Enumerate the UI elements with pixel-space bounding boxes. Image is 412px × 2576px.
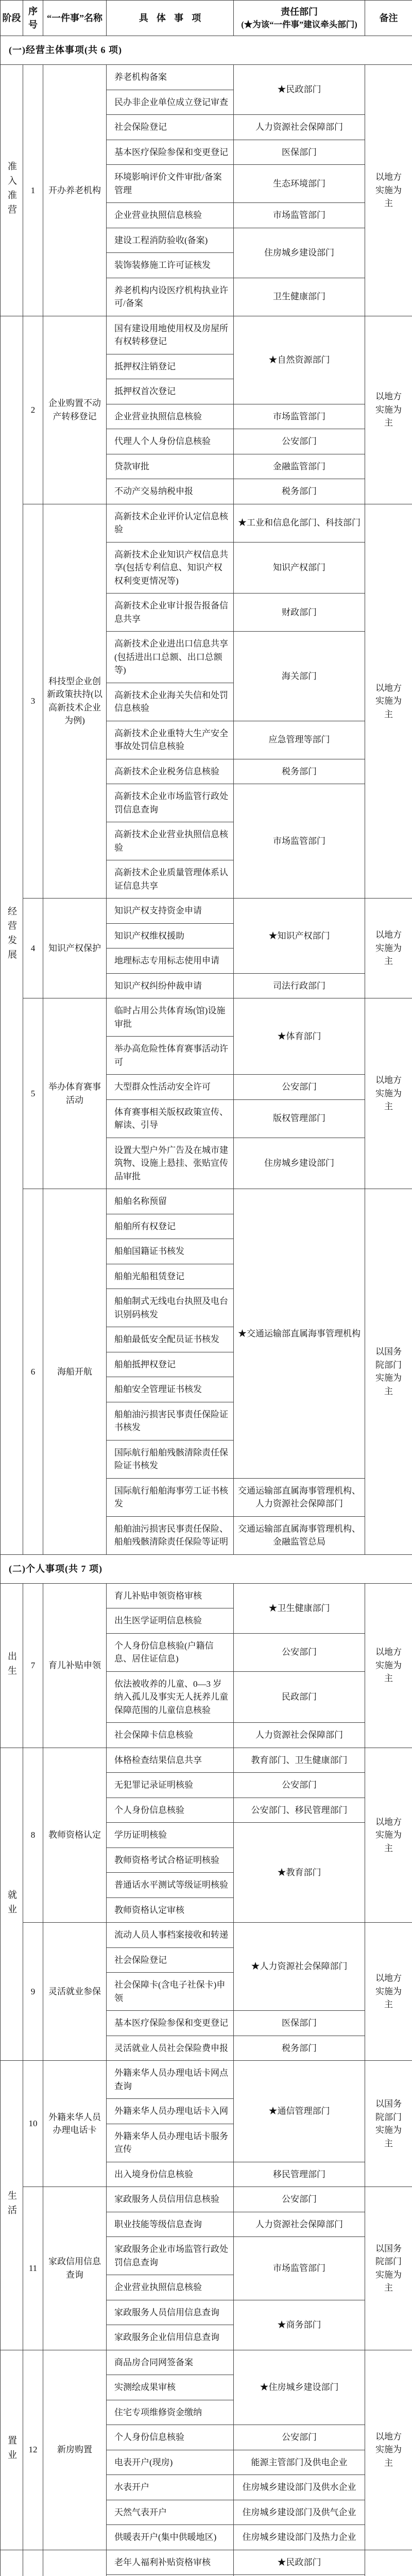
item-cell: 个人身份信息核验 bbox=[107, 2425, 234, 2450]
item-cell: 代理人个人身份信息核验 bbox=[107, 429, 234, 454]
item-cell: 大型群众性活动安全许可 bbox=[107, 1075, 234, 1100]
item-cell: 国有建设用地使用权及房屋所有权转移登记 bbox=[107, 316, 234, 354]
item-cell: 高新技术企业市场监管行政处罚信息查询 bbox=[107, 784, 234, 822]
item-cell: 体格检查结果信息共享 bbox=[107, 1748, 234, 1773]
note-cell: 以地方实施为主 bbox=[365, 1748, 412, 1923]
service-name: 外籍来华人员办理电话卡 bbox=[43, 2061, 107, 2187]
header-no: 序号 bbox=[23, 1, 43, 36]
dept-cell: 卫生健康部门 bbox=[234, 278, 365, 316]
item-cell: 教师资格考试合格证明核验 bbox=[107, 1848, 234, 1873]
header-name: “一件事”名称 bbox=[43, 1, 107, 36]
item-cell: 船舶国籍证书核发 bbox=[107, 1239, 234, 1264]
item-cell: 临时占用公共体育场(馆)设施审批 bbox=[107, 998, 234, 1037]
service-name: 科技型企业创新政策扶持(以高新技术企业为例) bbox=[43, 504, 107, 899]
item-cell: 出入境身份信息核验 bbox=[107, 2162, 234, 2187]
item-cell: 高新技术企业知识产权信息共享(包括专利信息、知识产权权利变更情况等) bbox=[107, 542, 234, 594]
service-name: 教师资格认定 bbox=[43, 1748, 107, 1923]
item-cell: 无犯罪记录证明核验 bbox=[107, 1773, 234, 1798]
note-cell: 以地方实施为主 bbox=[365, 2350, 412, 2550]
header-note: 备注 bbox=[365, 1, 412, 36]
note-cell bbox=[365, 2550, 412, 2576]
item-cell: 环境影响评价文件审批/备案管理 bbox=[107, 165, 234, 203]
dept-cell: 公安部门、移民管理部门 bbox=[234, 1798, 365, 1823]
dept-cell: 司法行政部门 bbox=[234, 973, 365, 998]
service-name: 灵活就业参保 bbox=[43, 1923, 107, 2061]
item-cell: 贷款审批 bbox=[107, 454, 234, 479]
item-row bbox=[1, 2061, 412, 2099]
dept-cell: ★交通运输部直属海事管理机构 bbox=[234, 1189, 365, 1479]
item-cell: 抵押权首次登记 bbox=[107, 379, 234, 404]
item-cell: 船舶最低安全配员证书核发 bbox=[107, 1327, 234, 1352]
row-number: 7 bbox=[23, 1583, 43, 1748]
note-cell: 以地方实施为主 bbox=[365, 1923, 412, 2061]
item-cell: 基本医疗保险参保和变更登记 bbox=[107, 2011, 234, 2036]
item-cell: 船舶油污损害民事责任保险、船舶残骸清除责任保险等证明 bbox=[107, 1516, 234, 1554]
item-cell: 船舶光船租赁登记 bbox=[107, 1264, 234, 1289]
item-row bbox=[1, 65, 412, 90]
dept-cell: ★通信管理部门 bbox=[234, 2061, 365, 2162]
item-cell: 学历证明核验 bbox=[107, 1823, 234, 1848]
item-cell: 体育赛事相关版权政策宣传、解读、引导 bbox=[107, 1099, 234, 1138]
section-title: (二)个人事项(共 7 项) bbox=[1, 1554, 412, 1583]
stage-cell: 准入准营 bbox=[1, 65, 23, 316]
dept-cell: 公安部门 bbox=[234, 429, 365, 454]
row-number: 1 bbox=[23, 65, 43, 316]
item-cell: 外籍来华人员办理电话卡网点查询 bbox=[107, 2061, 234, 2099]
dept-cell: ★自然资源部门 bbox=[234, 316, 365, 404]
item-cell: 社会保障卡信息核验 bbox=[107, 1723, 234, 1748]
dept-cell: 市场监管部门 bbox=[234, 203, 365, 228]
item-cell: 家政服务企业信用信息查询 bbox=[107, 2325, 234, 2350]
stage-cell: 置业 bbox=[1, 2350, 23, 2550]
dept-cell: 住房城乡建设部门及供水企业 bbox=[234, 2475, 365, 2500]
item-cell: 船舶安全管理证书核发 bbox=[107, 1377, 234, 1402]
dept-cell: 教育部门、卫生健康部门 bbox=[234, 1748, 365, 1773]
dept-cell: 财政部门 bbox=[234, 594, 365, 632]
item-cell: 社会保险登记 bbox=[107, 1947, 234, 1973]
dept-cell: 住房城乡建设部门及热力企业 bbox=[234, 2525, 365, 2550]
item-cell: 家政服务人员信用信息核验 bbox=[107, 2187, 234, 2212]
header-item: 具体事项 bbox=[107, 1, 234, 36]
item-row bbox=[1, 316, 412, 354]
item-cell: 普通话水平测试等级证明核验 bbox=[107, 1873, 234, 1898]
item-cell: 依法被收养的儿童、0—3 岁纳入孤儿及事实无人抚养儿童保障范围的儿童信息核验 bbox=[107, 1671, 234, 1723]
item-cell: 高新技术企业营业执照信息核验 bbox=[107, 822, 234, 860]
item-cell: 高新技术企业税务信息核验 bbox=[107, 759, 234, 784]
dept-cell: 税务部门 bbox=[234, 2036, 365, 2061]
dept-cell: 税务部门 bbox=[234, 479, 365, 504]
item-cell: 养老机构备案 bbox=[107, 65, 234, 90]
dept-cell: 医保部门 bbox=[234, 140, 365, 165]
note-cell: 以地方实施为主 bbox=[365, 316, 412, 504]
dept-cell: 生态环境部门 bbox=[234, 165, 365, 203]
service-name: 知识产权保护 bbox=[43, 899, 107, 998]
item-cell: 设置大型户外广告及在城市建筑物、设施上悬挂、张贴宣传品审批 bbox=[107, 1138, 234, 1189]
item-cell: 流动人员人事档案接收和转递 bbox=[107, 1923, 234, 1948]
header-stage: 阶段 bbox=[1, 1, 23, 36]
dept-cell: ★卫生健康部门 bbox=[234, 1583, 365, 1633]
item-cell: 灵活就业人员社会保险费申报 bbox=[107, 2036, 234, 2061]
item-cell: 企业营业执照信息核验 bbox=[107, 2275, 234, 2300]
item-cell: 天然气表开户 bbox=[107, 2500, 234, 2525]
item-cell: 养老机构内设医疗机构执业许可/备案 bbox=[107, 278, 234, 316]
item-cell: 抵押权注销登记 bbox=[107, 354, 234, 379]
item-cell: 船舶抵押权登记 bbox=[107, 1352, 234, 1377]
item-cell: 企业营业执照信息核验 bbox=[107, 203, 234, 228]
service-name: 新房购置 bbox=[43, 2350, 107, 2550]
dept-cell: 住房城乡建设部门及供气企业 bbox=[234, 2500, 365, 2525]
row-number: 2 bbox=[23, 316, 43, 504]
item-cell: 知识产权支持资金申请 bbox=[107, 899, 234, 924]
row-number: 12 bbox=[23, 2350, 43, 2550]
item-cell: 职业技能等级信息查询 bbox=[107, 2212, 234, 2237]
item-row bbox=[1, 504, 412, 542]
item-cell: 社会保障卡(含电子社保卡)申领 bbox=[107, 1973, 234, 2011]
item-cell: 出生医学证明信息核验 bbox=[107, 1608, 234, 1634]
item-cell: 船舶名称预留 bbox=[107, 1189, 234, 1214]
note-cell: 以地方实施为主 bbox=[365, 899, 412, 998]
dept-cell: 金融监管部门 bbox=[234, 454, 365, 479]
stage-cell bbox=[1, 2550, 23, 2576]
item-row bbox=[1, 1923, 412, 1948]
dept-cell: 住房城乡建设部门 bbox=[234, 228, 365, 278]
item-row bbox=[1, 998, 412, 1037]
item-cell: 住宅专项维修资金缴纳 bbox=[107, 2400, 234, 2425]
item-cell: 社会保险登记 bbox=[107, 115, 234, 140]
item-cell: 建设工程消防验收(备案) bbox=[107, 228, 234, 253]
dept-cell: ★工业和信息化部门、科技部门 bbox=[234, 504, 365, 542]
stage-cell: 生活 bbox=[1, 2061, 23, 2350]
item-row bbox=[1, 1583, 412, 1608]
item-cell: 商品房合同网签备案 bbox=[107, 2350, 234, 2375]
dept-cell: 公安部门 bbox=[234, 1075, 365, 1100]
stage-cell: 经营发展 bbox=[1, 316, 23, 1554]
header-dept bbox=[234, 1, 365, 36]
item-cell: 不动产交易纳税申报 bbox=[107, 479, 234, 504]
item-cell: 知识产权纠纷仲裁申请 bbox=[107, 973, 234, 998]
dept-cell: 公安部门 bbox=[234, 2187, 365, 2212]
service-name: 育儿补贴申领 bbox=[43, 1583, 107, 1748]
dept-cell: ★民政部门 bbox=[234, 65, 365, 115]
item-cell: 家政服务企业市场监管行政处罚信息查询 bbox=[107, 2237, 234, 2275]
note-cell: 以国务院部门实施为主 bbox=[365, 2061, 412, 2187]
item-cell: 地理标志专用标志使用申请 bbox=[107, 948, 234, 974]
dept-cell: 公安部门 bbox=[234, 2425, 365, 2450]
stage-cell: 出生 bbox=[1, 1583, 23, 1748]
item-cell: 企业营业执照信息核验 bbox=[107, 404, 234, 429]
item-cell: 个人身份信息核验 bbox=[107, 1798, 234, 1823]
section-title-row bbox=[1, 1554, 412, 1583]
dept-cell: 移民管理部门 bbox=[234, 2162, 365, 2187]
item-cell: 高新技术企业质量管理体系认证信息共享 bbox=[107, 860, 234, 899]
row-number: 11 bbox=[23, 2187, 43, 2350]
item-cell: 电表开户(现房) bbox=[107, 2450, 234, 2475]
item-cell: 举办高危险性体育赛事活动许可 bbox=[107, 1037, 234, 1075]
item-cell: 个人身份信息核验(户籍信息、居住证信息) bbox=[107, 1633, 234, 1671]
dept-cell: 税务部门 bbox=[234, 759, 365, 784]
dept-cell: 海关部门 bbox=[234, 632, 365, 721]
dept-cell: ★教育部门 bbox=[234, 1823, 365, 1923]
item-cell: 水表开户 bbox=[107, 2475, 234, 2500]
item-cell: 教师资格认定审核 bbox=[107, 1897, 234, 1923]
section-title: (一)经营主体事项(共 6 项) bbox=[1, 36, 412, 65]
dept-cell: 人力资源社会保障部门 bbox=[234, 1723, 365, 1748]
note-cell: 以地方实施为主 bbox=[365, 1583, 412, 1748]
item-cell: 船舶油污损害民事责任保险证书核发 bbox=[107, 1402, 234, 1440]
service-name: 开办养老机构 bbox=[43, 65, 107, 316]
service-name: 举办体育赛事活动 bbox=[43, 998, 107, 1189]
item-row bbox=[1, 1189, 412, 1214]
table-header bbox=[1, 1, 412, 36]
header-dept-sub: (★为该“一件事”建议牵头部门) bbox=[235, 19, 364, 31]
item-row bbox=[1, 2187, 412, 2212]
note-cell: 以地方实施为主 bbox=[365, 65, 412, 316]
dept-cell: 市场监管部门 bbox=[234, 784, 365, 899]
item-row bbox=[1, 1748, 412, 1773]
item-cell: 民办非企业单位成立登记审查 bbox=[107, 90, 234, 115]
dept-cell: 医保部门 bbox=[234, 2011, 365, 2036]
item-cell: 高新技术企业重特大生产安全事故处罚信息核验 bbox=[107, 721, 234, 759]
item-cell: 高新技术企业海关失信和处罚信息核验 bbox=[107, 683, 234, 721]
row-number: 9 bbox=[23, 1923, 43, 2061]
note-cell: 以地方实施为主 bbox=[365, 998, 412, 1189]
item-cell: 实测绘成果审核 bbox=[107, 2375, 234, 2400]
dept-cell: ★体育部门 bbox=[234, 998, 365, 1075]
dept-cell: 人力资源社会保障部门 bbox=[234, 2212, 365, 2237]
row-number: 4 bbox=[23, 899, 43, 998]
item-cell: 知识产权维权援助 bbox=[107, 923, 234, 948]
note-cell: 以国务院部门实施为主 bbox=[365, 1189, 412, 1555]
item-cell: 高新技术企业评价认定信息核验 bbox=[107, 504, 234, 542]
dept-cell: 民政部门 bbox=[234, 1671, 365, 1723]
item-cell bbox=[107, 2575, 234, 2576]
dept-cell: 市场监管部门 bbox=[234, 404, 365, 429]
dept-cell: 公安部门 bbox=[234, 1773, 365, 1798]
dept-cell: ★知识产权部门 bbox=[234, 899, 365, 974]
note-cell: 以地方实施为主 bbox=[365, 504, 412, 899]
item-cell: 船舶所有权登记 bbox=[107, 1214, 234, 1239]
dept-cell: 交通运输部直属海事管理机构、金融监管总局 bbox=[234, 1516, 365, 1554]
row-number: 5 bbox=[23, 998, 43, 1189]
row-number: 6 bbox=[23, 1189, 43, 1555]
item-row bbox=[1, 2550, 412, 2575]
item-cell: 家政服务人员信用信息查询 bbox=[107, 2300, 234, 2325]
service-name: 企业购置不动产转移登记 bbox=[43, 316, 107, 504]
dept-cell: ★住房城乡建设部门 bbox=[234, 2350, 365, 2425]
stage-cell: 就业 bbox=[1, 1748, 23, 2061]
row-number bbox=[23, 2550, 43, 2576]
dept-cell: ★民政部门 bbox=[234, 2550, 365, 2575]
item-cell: 船舶制式无线电台执照及电台识别码核发 bbox=[107, 1289, 234, 1327]
item-cell: 装饰装修施工许可证核发 bbox=[107, 253, 234, 278]
section-title-row bbox=[1, 36, 412, 65]
item-cell: 育儿补贴申领资格审核 bbox=[107, 1583, 234, 1608]
item-cell: 供暖表开户(集中供暖地区) bbox=[107, 2525, 234, 2550]
item-cell: 国际航行船舶海事劳工证书核发 bbox=[107, 1478, 234, 1516]
item-cell: 基本医疗保险参保和变更登记 bbox=[107, 140, 234, 165]
note-cell: 以国务院部门实施为主 bbox=[365, 2187, 412, 2350]
dept-cell bbox=[234, 2575, 365, 2576]
dept-cell: 知识产权部门 bbox=[234, 542, 365, 594]
dept-cell: 能源主管部门及供电企业 bbox=[234, 2450, 365, 2475]
service-name bbox=[43, 2550, 107, 2576]
dept-cell: 公安部门 bbox=[234, 1633, 365, 1671]
item-row bbox=[1, 899, 412, 924]
item-cell: 高新技术企业进出口信息共享(包括进出口总额、出口总额等) bbox=[107, 632, 234, 683]
row-number: 8 bbox=[23, 1748, 43, 1923]
header-dept-main: 责任部门 bbox=[281, 7, 318, 17]
dept-cell: 版权管理部门 bbox=[234, 1099, 365, 1138]
service-name: 家政信用信息查询 bbox=[43, 2187, 107, 2350]
dept-cell: ★人力资源社会保障部门 bbox=[234, 1923, 365, 2011]
row-number: 3 bbox=[23, 504, 43, 899]
service-name: 海船开航 bbox=[43, 1189, 107, 1555]
item-cell: 老年人福利补贴资格审核 bbox=[107, 2550, 234, 2575]
dept-cell: 人力资源社会保障部门 bbox=[234, 115, 365, 140]
item-cell: 国际航行船舶残骸清除责任保险证书核发 bbox=[107, 1440, 234, 1478]
item-cell: 高新技术企业审计报告报备信息共享 bbox=[107, 594, 234, 632]
table-body bbox=[1, 36, 412, 2576]
dept-cell: 交通运输部直属海事管理机构、人力资源社会保障部门 bbox=[234, 1478, 365, 1516]
item-cell: 外籍来华人员办理电话卡服务宣传 bbox=[107, 2124, 234, 2162]
dept-cell: ★商务部门 bbox=[234, 2300, 365, 2350]
dept-cell: 应急管理等部门 bbox=[234, 721, 365, 759]
item-row bbox=[1, 2350, 412, 2375]
item-cell: 外籍来华人员办理电话卡入网 bbox=[107, 2099, 234, 2124]
dept-cell: 住房城乡建设部门 bbox=[234, 1138, 365, 1189]
dept-cell: 市场监管部门 bbox=[234, 2237, 365, 2300]
row-number: 10 bbox=[23, 2061, 43, 2187]
